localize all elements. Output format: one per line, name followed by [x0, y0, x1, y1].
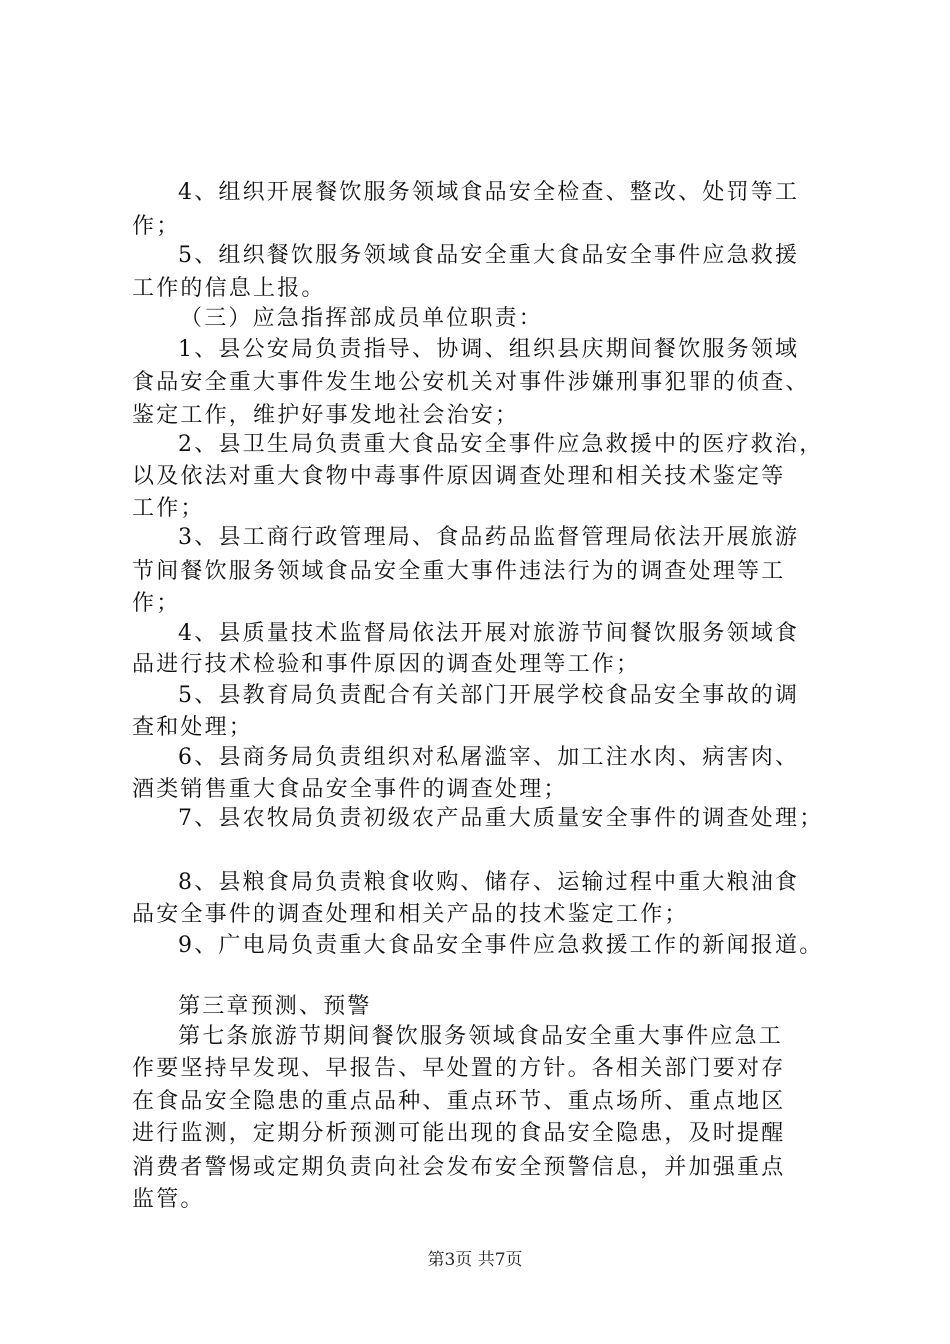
text-line: 作； — [132, 214, 181, 239]
page-number: 第3页 共7页 — [427, 1250, 523, 1270]
text-line: 监管。 — [132, 1187, 205, 1212]
text-line: 5、组织餐饮服务领域食品安全重大食品安全事件应急救援 — [178, 243, 800, 268]
text-line: 1、县公安局负责指导、协调、组织县庆期间餐饮服务领域 — [178, 337, 800, 362]
text-line: 消费者警惕或定期负责向社会发布安全预警信息，并加强重点 — [132, 1155, 786, 1180]
chapter-heading: 第三章预测、预警 — [178, 994, 372, 1019]
text-line: 品安全事件的调查处理和相关产品的技术鉴定工作； — [132, 902, 689, 927]
text-line: 作要坚持早发现、早报告、早处置的方针。各相关部门要对存 — [132, 1056, 786, 1081]
text-line: 酒类销售重大食品安全事件的调查处理； — [132, 777, 568, 802]
text-line: 进行监测，定期分析预测可能出现的食品安全隐患，及时提醒 — [132, 1121, 786, 1146]
text-line: 第七条旅游节期间餐饮服务领域食品安全重大事件应急工 — [178, 1024, 784, 1049]
text-line: 在食品安全隐患的重点品种、重点环节、重点场所、重点地区 — [132, 1089, 786, 1114]
text-line: 鉴定工作，维护好事发地社会治安； — [132, 403, 520, 428]
text-line: 3、县工商行政管理局、食品药品监督管理局依法开展旅游 — [178, 525, 800, 550]
text-line: 作； — [132, 591, 181, 616]
text-line: 8、县粮食局负责粮食收购、储存、运输过程中重大粮油食 — [178, 870, 800, 895]
text-line: 以及依法对重大食物中毒事件原因调查处理和相关技术鉴定等 — [132, 464, 786, 489]
text-line: 4、县质量技术监督局依法开展对旅游节间餐饮服务领域食 — [178, 621, 800, 646]
text-line: 5、县教育局负责配合有关部门开展学校食品安全事故的调 — [178, 683, 800, 708]
text-line: 6、县商务局负责组织对私屠滥宰、加工注水肉、病害肉、 — [178, 745, 800, 770]
text-line: 4、组织开展餐饮服务领域食品安全检查、整改、处罚等工 — [178, 180, 800, 205]
text-line: 工作的信息上报。 — [132, 276, 326, 301]
text-line: 2、县卫生局负责重大食品安全事件应急救援中的医疗救治， — [178, 432, 824, 457]
text-line: 7、县农牧局负责初级农产品重大质量安全事件的调查处理； — [178, 806, 824, 831]
text-line: 工作； — [132, 496, 205, 521]
text-line: 食品安全重大事件发生地公安机关对事件涉嫌刑事犯罪的侦查、 — [132, 370, 810, 395]
text-line: 9、广电局负责重大食品安全事件应急救援工作的新闻报道。 — [178, 933, 824, 958]
text-line: 品进行技术检验和事件原因的调查处理等工作； — [132, 652, 641, 677]
text-line: 查和处理； — [132, 715, 254, 740]
section-heading: （三）应急指挥部成员单位职责： — [180, 306, 544, 331]
text-line: 节间餐饮服务领域食品安全重大事件违法行为的调查处理等工 — [132, 559, 786, 584]
